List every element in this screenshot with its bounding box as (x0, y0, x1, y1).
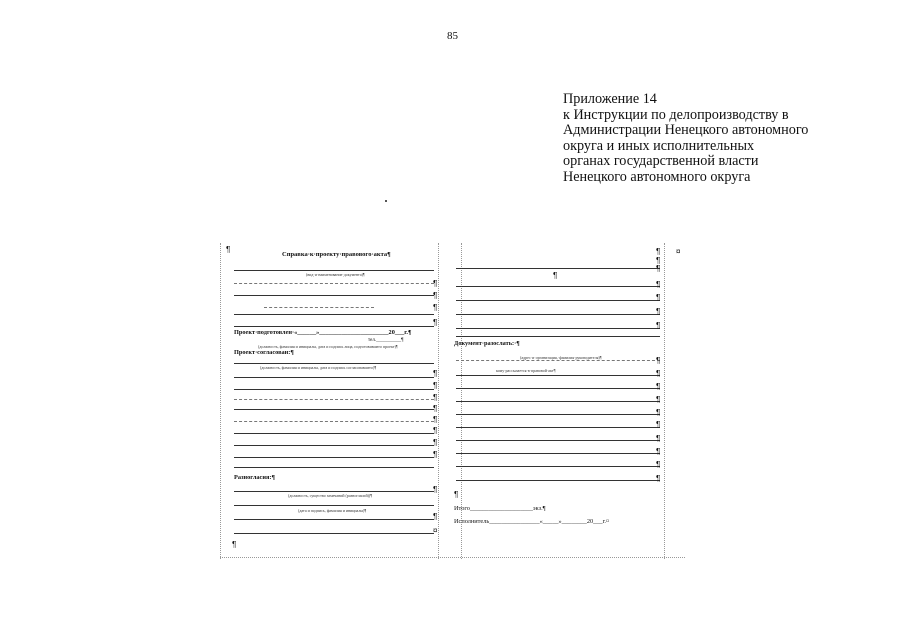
form-line (264, 307, 374, 308)
form-line (456, 414, 660, 415)
pilcrow: ¶ (656, 369, 661, 378)
form-line (234, 409, 434, 410)
form-line (456, 336, 660, 337)
pilcrow: ¶ (433, 381, 438, 390)
pilcrow: ¶ (656, 434, 661, 443)
total-label: Итого____________________экз.¶ (454, 505, 546, 512)
pilcrow: ¶ (433, 450, 438, 459)
form-line (456, 453, 660, 454)
doc-name-caption: (вид·и·наименование·документа)¶ (306, 272, 365, 277)
form-line (234, 533, 434, 534)
pilcrow: ¶ (553, 271, 558, 280)
pilcrow: ¶ (656, 408, 661, 417)
form-line (456, 286, 660, 287)
pilcrow: ¶ (656, 256, 661, 265)
send-label: Документ·разослать:·¶ (454, 340, 520, 347)
pilcrow: ¶ (656, 293, 661, 302)
pilcrow: ¶ (232, 540, 237, 549)
form-line (234, 433, 434, 434)
appendix-line: органах государственной власти (563, 153, 759, 169)
appendix-header (563, 92, 808, 185)
appendix-line: Ненецкого автономного округа (563, 168, 751, 185)
form-line (456, 328, 660, 329)
pilcrow: ¶ (433, 404, 438, 413)
pilcrow: ¶ (656, 280, 661, 289)
form-line (456, 440, 660, 441)
pilcrow: ¶ (656, 474, 661, 483)
form-title: Справка·к·проекту·правового·акта¶ (282, 251, 391, 258)
form-right-edge (664, 243, 665, 559)
form-line (456, 375, 660, 376)
form-line (234, 326, 434, 327)
form-line (234, 467, 434, 468)
pilcrow: ¶ (656, 307, 661, 316)
pilcrow: ¶ (656, 264, 661, 273)
pilcrow: ¶ (433, 279, 438, 288)
pilcrow: ¶ (433, 303, 438, 312)
pilcrow: ¶ (433, 512, 438, 521)
form-line (456, 466, 660, 467)
form-line (234, 295, 434, 296)
appendix-line: Приложение 14 (563, 91, 657, 107)
prepared-caption: (должность, фамилия и инициалы, дата и подпись лица, подготовившего проект)¶ (258, 344, 398, 349)
form-center-edge (438, 243, 439, 559)
pilcrow: ¶ (454, 490, 459, 499)
form-left-edge (220, 243, 221, 559)
disagreements-label: Разногласия:¶ (234, 474, 275, 481)
pilcrow: ¶ (656, 460, 661, 469)
pilcrow: ¶ (433, 438, 438, 447)
form-line (234, 283, 434, 284)
pilcrow: ¶ (433, 485, 438, 494)
form-line (234, 505, 434, 506)
form-line (456, 401, 660, 402)
send-caption: кому·рассылается·в·правовой·акт¶ (496, 368, 556, 373)
form-line (234, 363, 434, 364)
pilcrow: ¶ (226, 245, 231, 254)
form-line (234, 389, 434, 390)
prepared-phone: тел.__________¶ (368, 338, 404, 343)
pilcrow: ¶ (656, 447, 661, 456)
pilcrow: ¶ (433, 318, 438, 327)
agreed-label: Проект·согласован:¶ (234, 349, 294, 356)
form-line (234, 399, 434, 400)
form-line (456, 300, 660, 301)
form-line (234, 377, 434, 378)
end-mark: ¤ (433, 526, 438, 535)
form-line (234, 445, 434, 446)
send-caption: (адрес·и·организация,·фамилия·руководителя)¶ (520, 355, 602, 360)
form-line (456, 314, 660, 315)
pilcrow: ¶ (433, 426, 438, 435)
form-line (234, 270, 434, 271)
signature-caption: (дата и подпись, фамилия и инициалы)¶ (298, 508, 367, 513)
form-line (234, 421, 434, 422)
pilcrow: ¶ (656, 395, 661, 404)
form-line (456, 480, 660, 481)
form-line (234, 314, 434, 315)
pilcrow: ¶ (656, 356, 661, 365)
agreed-caption: (должность, фамилия и инициалы, дата и подпись согласовавшего)¶ (260, 365, 377, 370)
end-mark: ¤ (676, 247, 681, 256)
appendix-line: округа и иных исполнительных (563, 137, 755, 154)
form-line (456, 427, 660, 428)
form-line (234, 457, 434, 458)
pilcrow: ¶ (656, 247, 661, 256)
scan-speck (385, 200, 387, 202)
form-line (456, 360, 660, 361)
form-line (456, 388, 660, 389)
prepared-label: Проект·подготовлен·«______»______________________20___г.¶ (234, 329, 412, 336)
form-bottom-edge (220, 557, 685, 558)
form-line (234, 491, 434, 492)
pilcrow: ¶ (433, 291, 438, 300)
pilcrow: ¶ (656, 321, 661, 330)
pilcrow: ¶ (433, 415, 438, 424)
pilcrow: ¶ (433, 369, 438, 378)
pilcrow: ¶ (433, 393, 438, 402)
form-line (456, 268, 660, 269)
disagreements-caption: (должность, существо замечаний (разногласий))¶ (288, 493, 373, 498)
appendix-line: Администрации Ненецкого автономного (563, 122, 809, 138)
pilcrow: ¶ (656, 420, 661, 429)
executor-label: Исполнитель________________«_____»________20___г.¤ (454, 518, 610, 525)
pilcrow: ¶ (656, 382, 661, 391)
form-sample (220, 243, 685, 559)
page-number: 85 (447, 30, 458, 42)
appendix-line: к Инструкции по делопроизводству в (563, 106, 789, 123)
form-line (234, 519, 434, 520)
